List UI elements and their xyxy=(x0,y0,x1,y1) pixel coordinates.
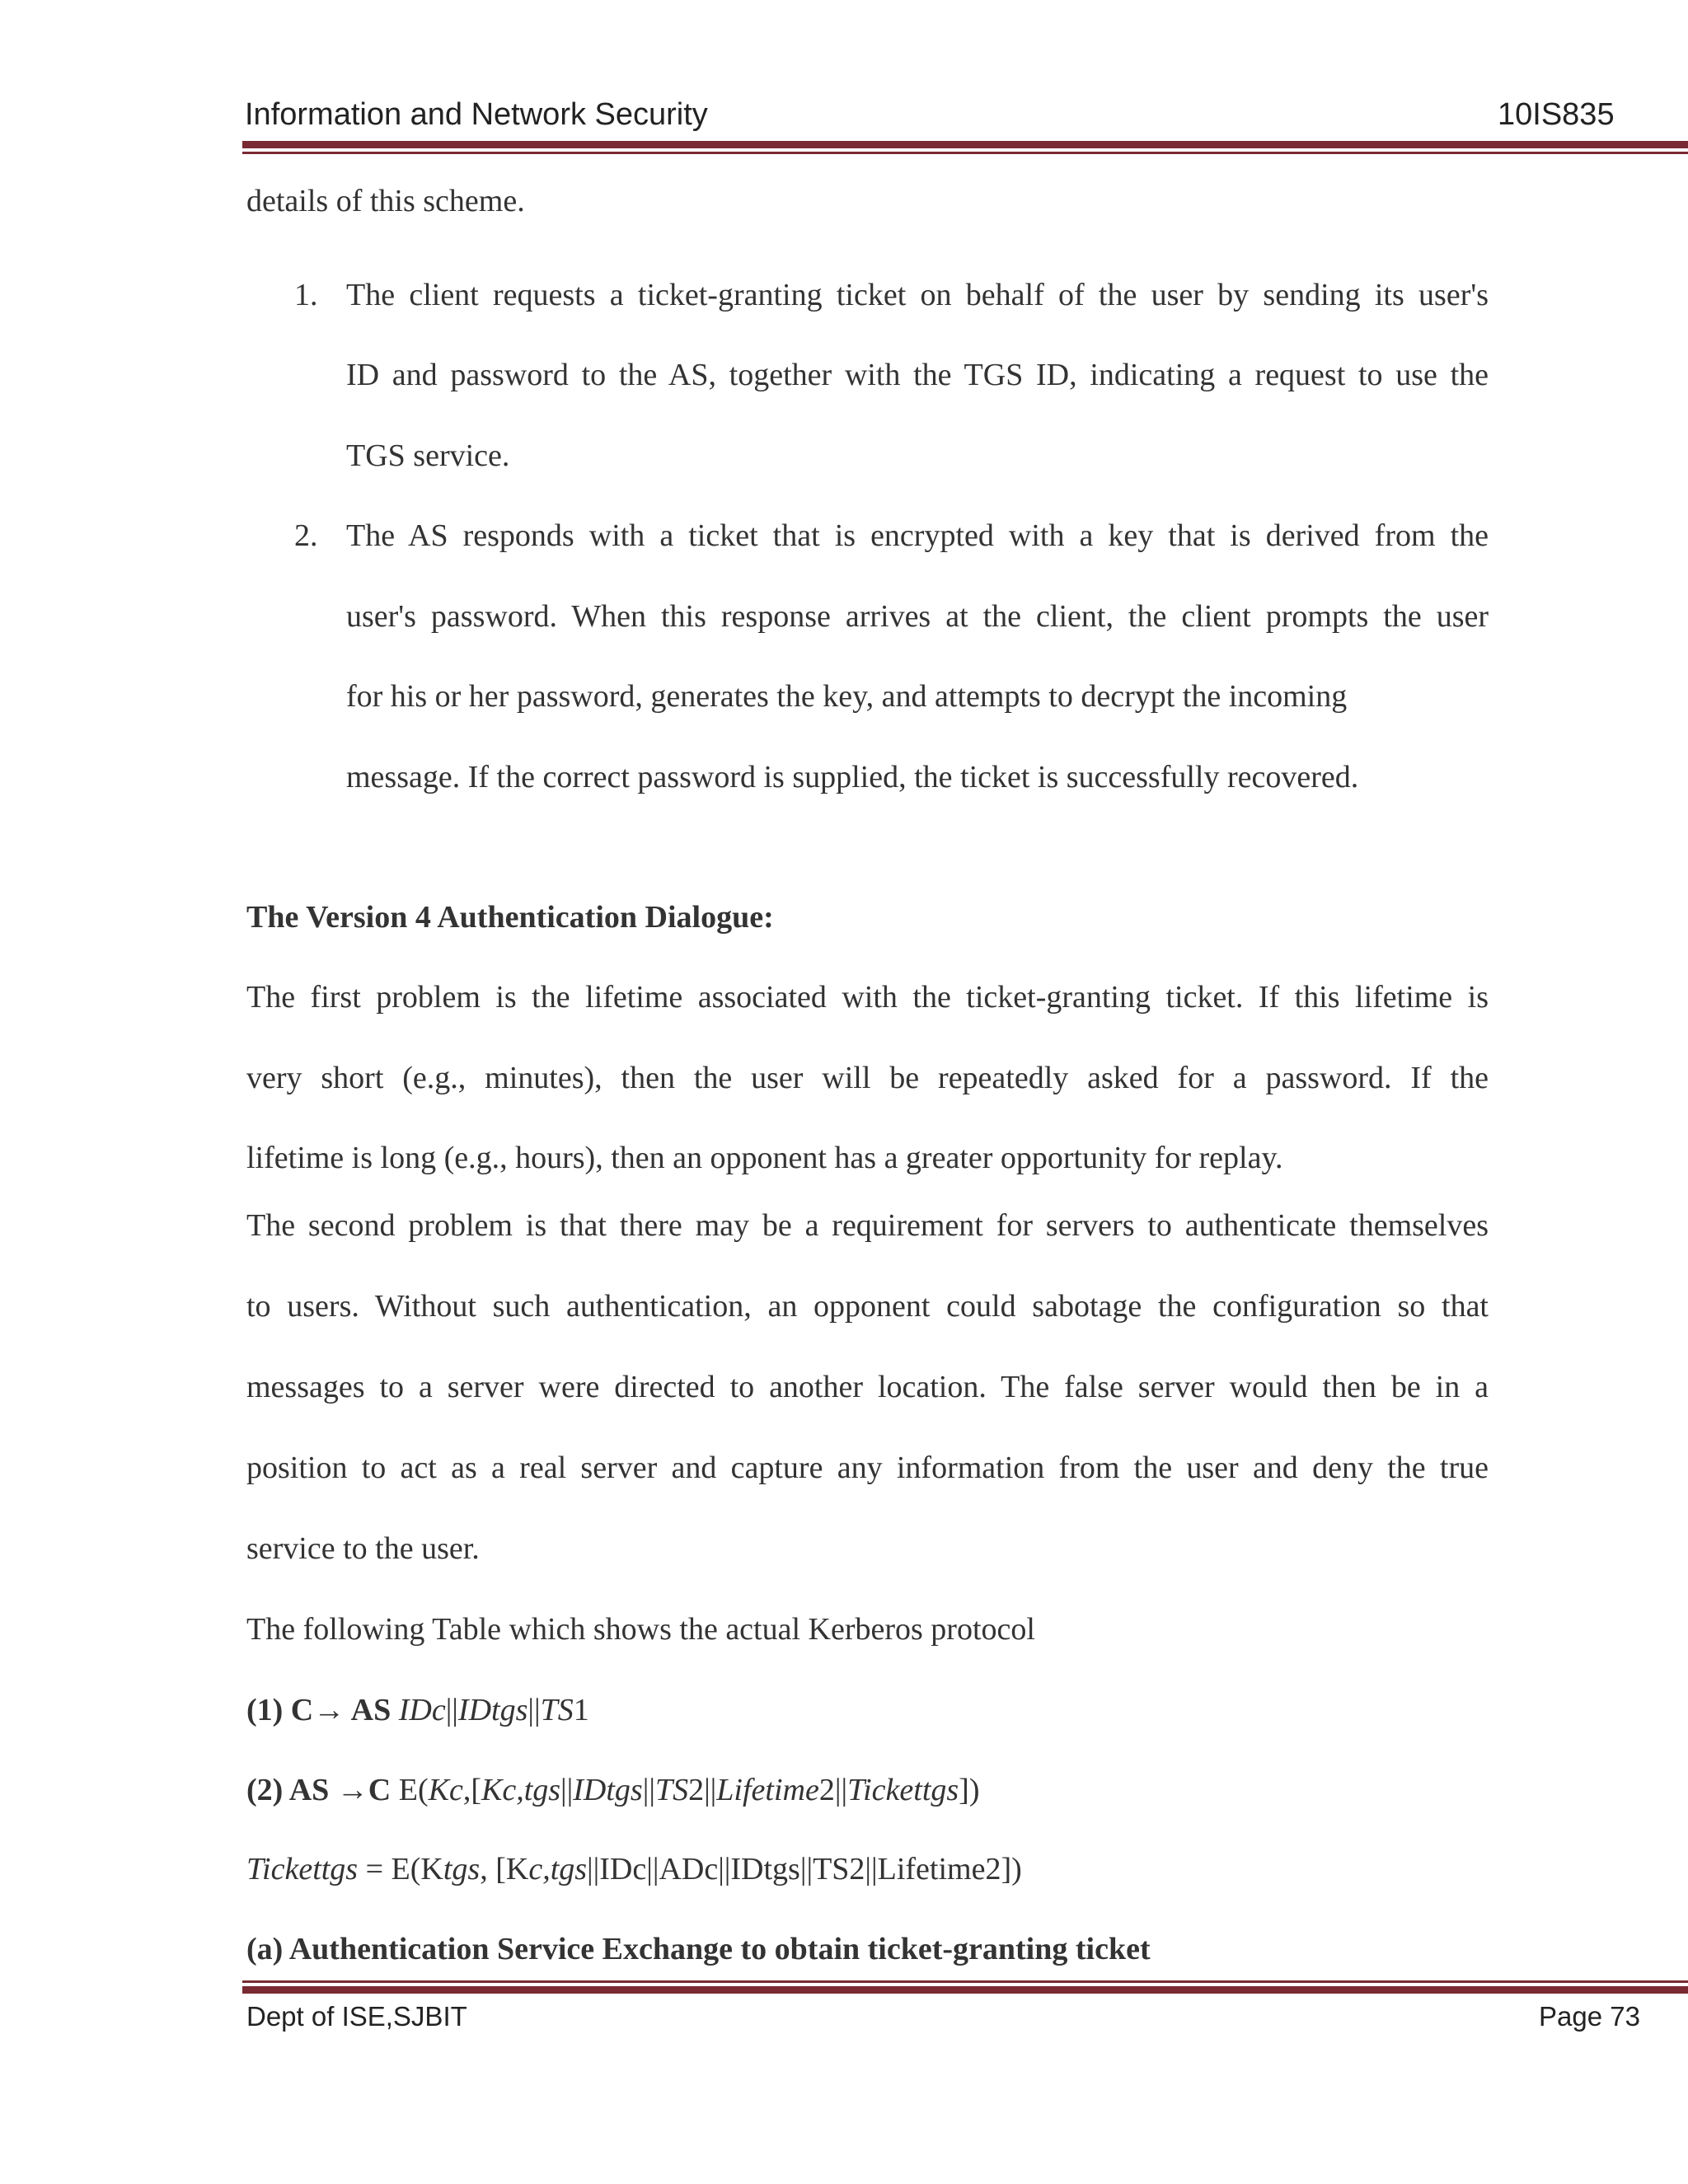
step-2-sep: || xyxy=(560,1773,574,1807)
step-2-ts: TS xyxy=(654,1773,689,1807)
step-2-encrypt: E( xyxy=(398,1773,429,1807)
paragraph-line: The second problem is that there may be a requirement for servers to authenticate themselves xyxy=(246,1208,1489,1243)
ticket-rest: ||IDc||ADc||IDtgs||TS2||Lifetime2]) xyxy=(587,1852,1022,1886)
ticket-definition xyxy=(246,1851,1022,1887)
step-2-sep: || xyxy=(704,1773,717,1807)
intro-line: details of this scheme. xyxy=(246,184,525,218)
list-item-line: TGS service. xyxy=(346,438,510,473)
step-1-ts-index: 1 xyxy=(573,1693,589,1727)
paragraph-line: The first problem is the lifetime associated with the ticket-granting ticket. If this lifetime is xyxy=(246,980,1489,1015)
paragraph-line: position to act as a real server and capture any information from the user and deny the true xyxy=(246,1451,1489,1485)
step-1-label: (1) C→ AS xyxy=(246,1693,392,1727)
step-1-idtgs: IDtgs xyxy=(457,1693,528,1727)
list-item-line: ID and password to the AS, together with the TGS ID, indicating a request to use the xyxy=(346,358,1489,392)
ticket-mid: , [K xyxy=(480,1852,529,1886)
paragraph-line: very short (e.g., minutes), then the user will be repeatedly asked for a password. If the xyxy=(246,1061,1489,1095)
step-2-idtgs: IDtgs xyxy=(573,1773,643,1807)
list-number: 1. xyxy=(294,278,318,312)
step-1-idc: IDc xyxy=(398,1693,446,1727)
header-rule-thick xyxy=(242,141,1688,148)
ticket-eq: = E(K xyxy=(358,1852,443,1886)
paragraph-line: lifetime is long (e.g., hours), then an opponent has a greater opportunity for replay. xyxy=(246,1141,1283,1175)
step-2-kc: Kc xyxy=(428,1773,463,1807)
list-item-line: The AS responds with a ticket that is encrypted with a key that is derived from the xyxy=(346,518,1489,553)
ticket-name: Tickettgs xyxy=(246,1852,359,1886)
footer-dept: Dept of ISE,SJBIT xyxy=(246,2001,467,2032)
step-2-lifetime: Lifetime xyxy=(716,1773,819,1807)
list-number: 2. xyxy=(294,518,318,553)
step-2-kctgs: Kc,tgs xyxy=(481,1773,561,1807)
step-2-close: ]) xyxy=(959,1773,980,1807)
protocol-step-2 xyxy=(246,1772,979,1808)
step-2-lifetime-index: 2 xyxy=(818,1773,835,1807)
step-2-ticket: Tickettgs xyxy=(847,1773,959,1807)
header-title: Information and Network Security xyxy=(245,97,708,132)
table-intro: The following Table which shows the actual Kerberos protocol xyxy=(246,1612,1035,1647)
section-heading: The Version 4 Authentication Dialogue: xyxy=(246,900,774,935)
step-2-sep: || xyxy=(642,1773,655,1807)
step-2-label: (2) AS →C xyxy=(246,1773,392,1807)
step-1-sep: || xyxy=(445,1693,458,1727)
header-course-code: 10IS835 xyxy=(1498,97,1615,132)
paragraph-line: to users. Without such authentication, an opponent could sabotage the configuration so that xyxy=(246,1289,1489,1324)
footer-rule-thick xyxy=(242,1986,1688,1994)
ticket-tgs: tgs xyxy=(443,1852,481,1886)
step-2-bracket: ,[ xyxy=(462,1773,481,1807)
header-rule-thin xyxy=(242,152,1688,154)
footer-page-number: Page 73 xyxy=(1539,2001,1640,2032)
ticket-ctgs: c,tgs xyxy=(528,1852,588,1886)
step-1-sep: || xyxy=(528,1693,541,1727)
list-item-line: user's password. When this response arrives at the client, the client prompts the user xyxy=(346,599,1489,634)
step-2-ts-index: 2 xyxy=(688,1773,705,1807)
list-item-line: message. If the correct password is supplied, the ticket is successfully recovered. xyxy=(346,760,1359,794)
protocol-step-1 xyxy=(246,1692,589,1728)
footer-rule-thin xyxy=(242,1980,1688,1983)
list-item-line: for his or her password, generates the key, and attempts to decrypt the incoming xyxy=(346,679,1348,714)
list-item-line: The client requests a ticket-granting ticket on behalf of the user by sending its user's xyxy=(346,278,1489,312)
protocol-caption: (a) Authentication Service Exchange to obtain ticket-granting ticket xyxy=(246,1932,1151,1966)
paragraph-line: messages to a server were directed to another location. The false server would then be in a xyxy=(246,1370,1489,1404)
step-1-ts: TS xyxy=(540,1693,574,1727)
paragraph-line: service to the user. xyxy=(246,1531,480,1566)
step-2-sep: || xyxy=(834,1773,848,1807)
